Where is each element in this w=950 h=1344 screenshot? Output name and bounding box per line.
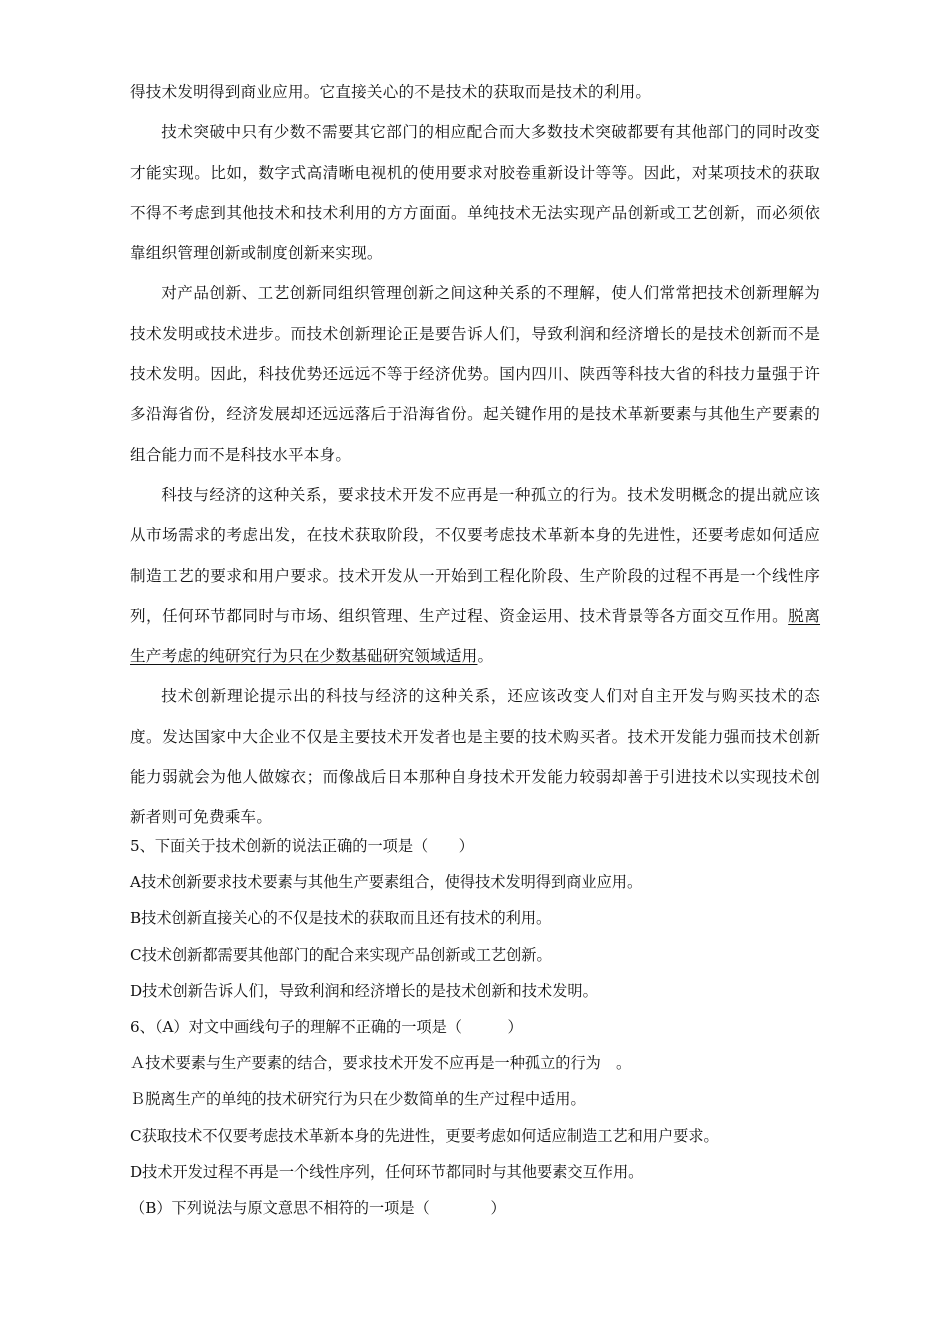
question-5-stem: 5、下面关于技术创新的说法正确的一项是（ ） (130, 837, 474, 855)
paragraph-3-end: 。 (477, 647, 494, 666)
question-section (130, 828, 830, 1226)
question-6-option-a: Ａ技术要素与生产要素的结合，要求技术开发不应再是一种孤立的行为 。 (130, 1054, 632, 1073)
underlined-sentence: 脱离生产考虑的纯研究行为只在少数基础研究领域适用 (130, 606, 821, 666)
question-6-option-b: Ｂ脱离生产的单纯的技术研究行为只在少数简单的生产过程中适用。 (130, 1090, 586, 1109)
paragraph-2: 对产品创新、工艺创新同组织管理创新之间这种关系的不理解，使人们常常把技术创新理解为技术发明或技术进步。而技术创新理论正是要告诉人们，导致利润和经济增长的是技术创新而不是技术发明。因此，科技优势还远远不等于经济优势。国内四川、陕西等科技大省的科技力量强于许多沿海省份，经济发展却还远远落后于沿海省份。起关键作用的是技术革新要素与其他生产要素的组合能力而不是科技水平本身。 (130, 284, 820, 464)
question-6-option-c: C获取技术不仅要考虑技术革新本身的先进性，更要考虑如何适应制造工艺和用户要求。 (130, 1126, 719, 1145)
paragraph-0: 得技术发明得到商业应用。它直接关心的不是技术的获取而是技术的利用。 (130, 83, 652, 101)
passage-body (130, 72, 820, 838)
question-5-option-c: C技术创新都需要其他部门的配合来实现产品创新或工艺创新。 (130, 945, 552, 964)
question-5-option-a: A技术创新要求技术要素与其他生产要素组合，使得技术发明得到商业应用。 (130, 873, 643, 892)
paragraph-4: 技术创新理论提示出的科技与经济的这种关系，还应该改变人们对自主开发与购买技术的态度。发达国家中大企业不仅是主要技术开发者也是主要的技术购买者。技术开发能力强而技术创新能力弱就会为他人做嫁衣；而像战后日本那种自身技术开发能力较弱却善于引进技术以实现技术创新者则可免费乘车。 (130, 687, 820, 827)
paragraph-3-text: 科技与经济的这种关系，要求技术开发不应再是一种孤立的行为。技术发明概念的提出就应该从市场需求的考虑出发，在技术获取阶段，不仅要考虑技术革新本身的先进性，还要考虑如何适应制造工艺的要求和用户要求。技术开发从一开始到工程化阶段、生产阶段的过程不再是一个线性序列，任何环节都同时与市场、组织管理、生产过程、资金运用、技术背景等各方面交互作用。 (130, 485, 820, 625)
paragraph-3 (130, 475, 820, 676)
paragraph-1: 技术突破中只有少数不需要其它部门的相应配合而大多数技术突破都要有其他部门的同时改变才能实现。比如，数字式高清晰电视机的使用要求对胶卷重新设计等等。因此，对某项技术的获取不得不考虑到其他技术和技术利用的方方面面。单纯技术无法实现产品创新或工艺创新，而必须依靠组织管理创新或制度创新来实现。 (130, 123, 820, 263)
question-6b-stem: （B）下列说法与原文意思不相符的一项是（ ） (130, 1199, 506, 1218)
question-6-stem: 6、（A）对文中画线句子的理解不正确的一项是（ ） (130, 1018, 523, 1037)
question-5-option-d: D技术创新告诉人们，导致利润和经济增长的是技术创新和技术发明。 (130, 981, 598, 1000)
question-5-option-b: B技术创新直接关心的不仅是技术的获取而且还有技术的利用。 (130, 909, 552, 928)
question-6-option-d: D技术开发过程不再是一个线性序列，任何环节都同时与其他要素交互作用。 (130, 1162, 644, 1181)
